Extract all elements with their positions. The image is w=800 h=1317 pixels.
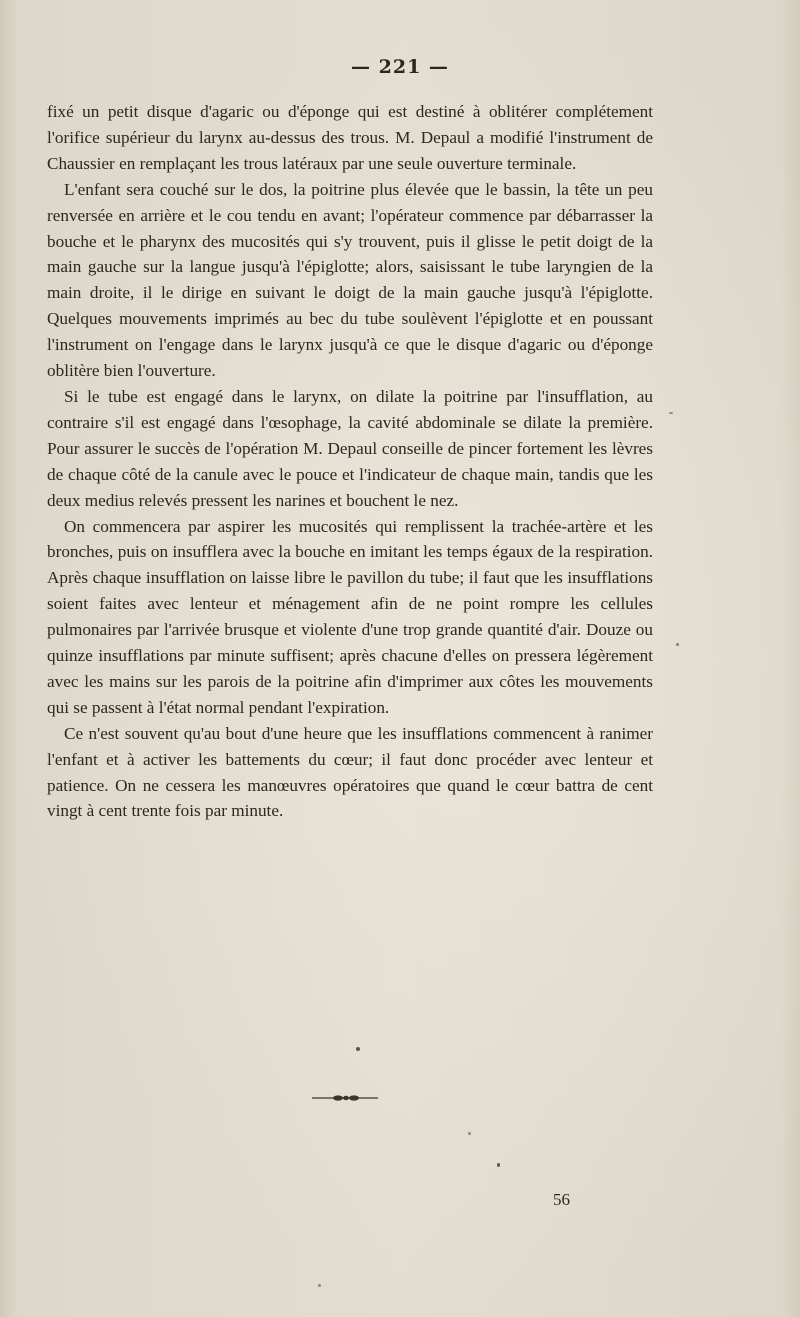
end-ornament-icon [310,1090,380,1106]
paper-speck [318,1284,321,1287]
paper-speck [468,1132,471,1135]
page-number-header: — 221 — [351,56,449,78]
paragraph: L'enfant sera couché sur le dos, la poitrine plus élevée que le bassin, la tête un peu renversée en arrière et le cou tendu en avant; l'opérateur commence par débarrasser la bouche et le pharynx des mucosités qui s'y trouvent, puis il glisse le petit doigt de la main gauche sur la langue jusqu'à l'épiglotte; alors, saisissant le tube laryngien de la main droite, il le dirige en suivant le doigt de la main gauche jusqu'à l'épiglotte. Quelques mouvements imprimés au bec du tube soulèvent l'épiglotte et en poussant l'instrument on l'engage dans le larynx jusqu'à ce que le disque d'agaric ou d'éponge oblitère bien l'ouverture. [47,179,653,381]
paragraph: Si le tube est engagé dans le larynx, on dilate la poitrine par l'insufflation, au contraire s'il est engagé dans l'œsophage, la cavité abdominale se dilate la première. Pour assurer le succès de l'opération M. Depaul conseille de pincer fortement les lèvres de chaque côté de la canule avec le pouce et l'indicateur de chaque main, tandis que les deux medius relevés pressent les narines et bouchent le nez. [47,386,653,510]
body-text [47,99,653,824]
paper-speck [676,643,679,646]
paragraph-continuation: fixé un petit disque d'agaric ou d'éponge qui est destiné à oblitérer complétement l'orifice supérieur du larynx au-dessus des trous. M. Depaul a modifié l'instrument de Chaussier en remplaçant les trous latéraux par une seule ouverture terminale. [47,102,653,173]
paragraph: Ce n'est souvent qu'au bout d'une heure que les insufflations commencent à ranimer l'enfant et à activer les battements du cœur; il faut donc procéder avec lenteur et patience. On ne cessera les manœuvres opératoires que quand le cœur battra de cent vingt à cent trente fois par minute. [47,723,653,821]
paragraph: On commencera par aspirer les mucosités qui remplissent la trachée-artère et les bronches, puis on insufflera avec la bouche en imitant les temps égaux de la respiration. Après chaque insufflation on laisse libre le pavillon du tube; il faut que les insufflations soient faites avec lenteur et ménagement afin de ne point rompre les cellules pulmonaires par l'arrivée brusque et violente d'une trop grande quantité d'air. Douze ou quinze insufflations par minute suffisent; après chacune d'elles on pressera légèrement avec les mains sur les parois de la poitrine afin d'imprimer aux côtes les mouvements qui se passent à l'état normal pendant l'expiration. [47,516,653,717]
paper-speck [669,412,673,414]
signature-mark: 56 [553,1190,570,1209]
paper-speck [497,1163,500,1167]
paper-speck [356,1047,360,1051]
